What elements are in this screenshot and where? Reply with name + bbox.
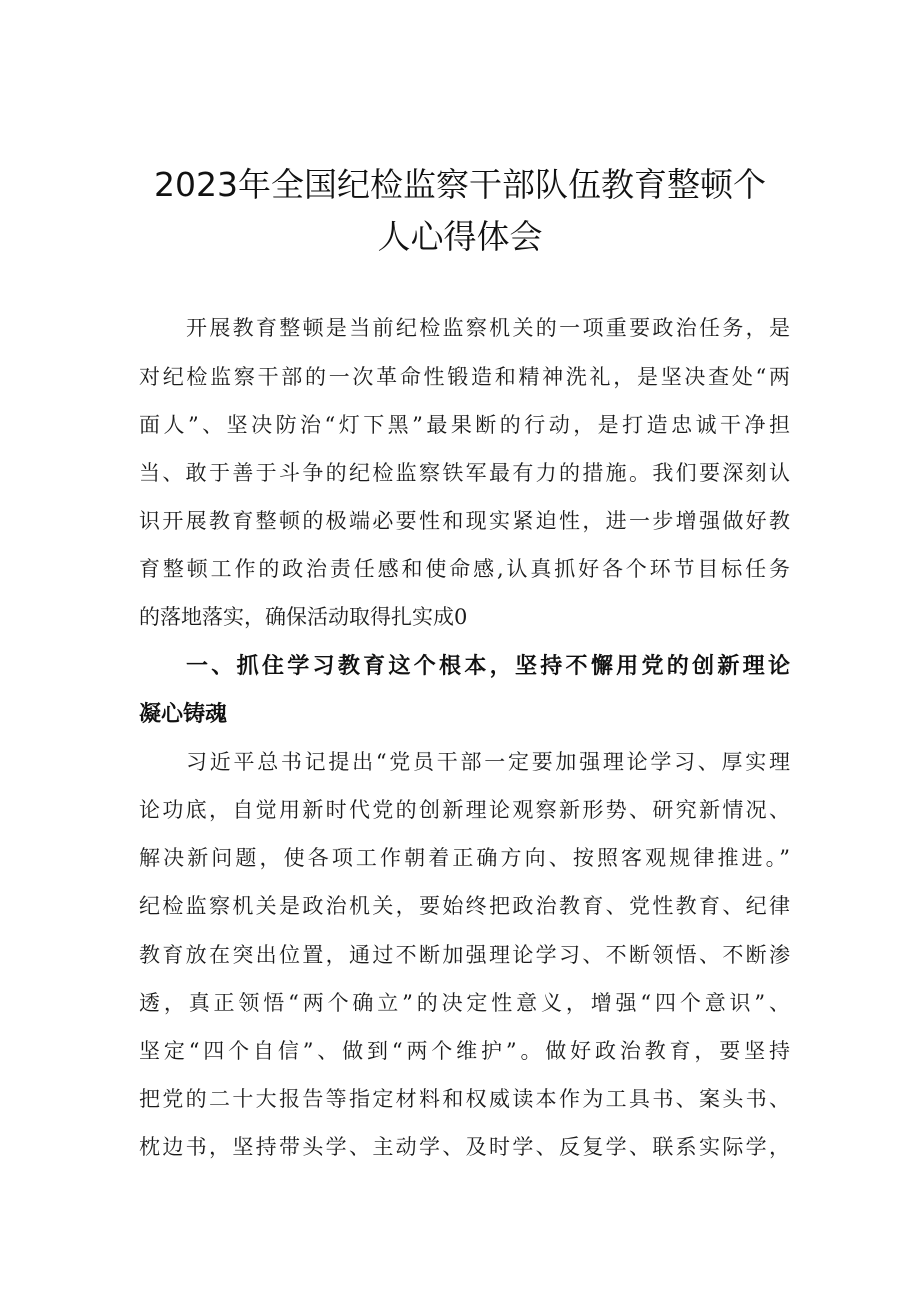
- paragraph-1-line-6: 育整顿工作的政治责任感和使命感,认真抓好各个环节目标任务: [139, 557, 790, 581]
- paragraph-1-line-3: 面人”、坚决防治“灯下黑”最果断的行动，是打造忠诚干净担: [139, 413, 790, 437]
- section-heading-line-2: 凝心铸魂: [139, 702, 228, 727]
- paragraph-1-line-5: 识开展教育整顿的极端必要性和现实紧迫性，进一步增强做好教: [139, 509, 790, 533]
- paragraph-1-line-7: 的落地落实，确保活动取得扎实成0: [139, 605, 468, 629]
- paragraph-2-line-2: 论功底，自觉用新时代党的创新理论观察新形势、研究新情况、: [139, 798, 790, 822]
- paragraph-2-line-6: 透，真正领悟“两个确立”的决定性意义，增强“四个意识”、: [139, 991, 790, 1015]
- paragraph-2-line-3: 解决新问题，使各项工作朝着正确方向、按照客观规律推进。”: [139, 846, 790, 870]
- paragraph-2-line-7: 坚定“四个自信”、做到“两个维护”。做好政治教育，要坚持: [139, 1039, 790, 1063]
- paragraph-2-line-5: 教育放在突出位置，通过不断加强理论学习、不断领悟、不断渗: [139, 943, 790, 967]
- paragraph-2-line-4: 纪检监察机关是政治机关，要始终把政治教育、党性教育、纪律: [139, 894, 790, 918]
- document-title-line-1: 2023年全国纪检监察干部队伍教育整顿个: [154, 165, 766, 204]
- paragraph-1-line-1: 开展教育整顿是当前纪检监察机关的一项重要政治任务，是: [186, 316, 790, 340]
- paragraph-1-line-4: 当、敢于善于斗争的纪检监察铁军最有力的措施。我们要深刻认: [139, 461, 790, 485]
- paragraph-1-line-2: 对纪检监察干部的一次革命性锻造和精神洗礼，是坚决查处“两: [139, 365, 790, 389]
- paragraph-2-line-1: 习近平总书记提出“党员干部一定要加强理论学习、厚实理: [186, 750, 790, 774]
- document-title-line-2: 人心得体会: [377, 217, 543, 256]
- section-heading-line-1: 一、抓住学习教育这个根本，坚持不懈用党的创新理论: [186, 654, 790, 679]
- paragraph-2-line-9: 枕边书，坚持带头学、主动学、及时学、反复学、联系实际学，: [139, 1135, 790, 1159]
- paragraph-2-line-8: 把党的二十大报告等指定材料和权威读本作为工具书、案头书、: [139, 1087, 790, 1111]
